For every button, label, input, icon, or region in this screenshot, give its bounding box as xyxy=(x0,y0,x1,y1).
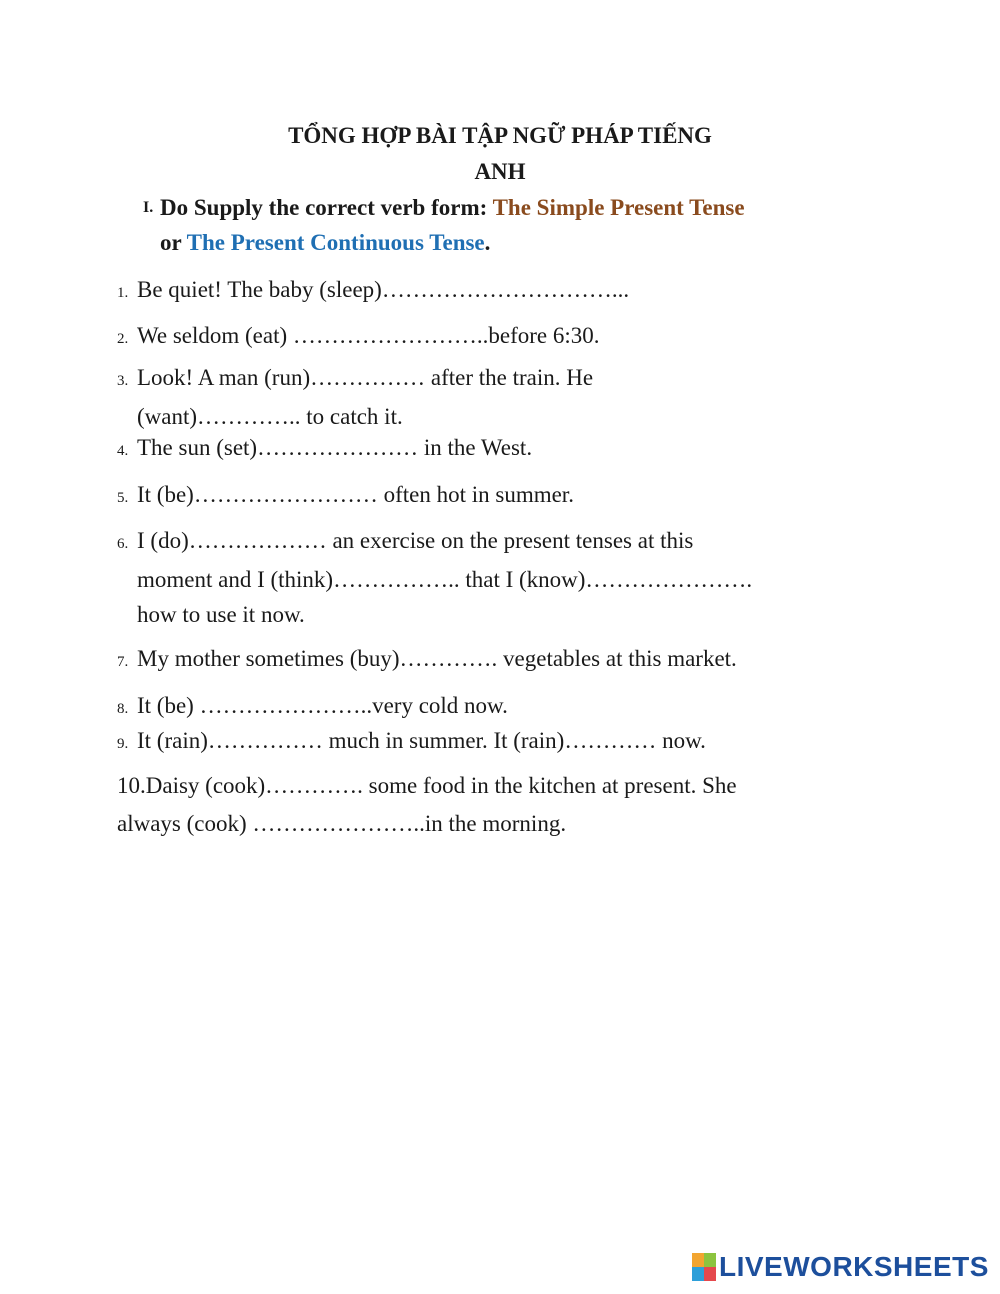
question-text: Look! A man (run)…………… after the train. He xyxy=(137,365,594,390)
question-number: 2. xyxy=(117,331,129,347)
question-number: 10. xyxy=(117,773,146,798)
tense-simple-present: The Simple Present Tense xyxy=(492,195,745,220)
instruction-period: . xyxy=(484,230,491,255)
question-text: The sun (set)………………… in the West. xyxy=(137,435,533,460)
question-number: 4. xyxy=(117,443,129,459)
liveworksheets-logo-icon xyxy=(692,1253,716,1281)
question-2 xyxy=(117,318,897,357)
question-8 xyxy=(117,688,897,727)
logo-text: LIVEWORKSHEETS xyxy=(719,1251,989,1282)
question-number: 6. xyxy=(117,536,129,552)
question-1 xyxy=(117,272,897,311)
tense-present-continuous: The Present Continuous Tense xyxy=(186,230,485,255)
question-7 xyxy=(117,641,897,680)
question-number: 1. xyxy=(117,285,129,301)
question-text: My mother sometimes (buy)…………. vegetables at this market. xyxy=(137,646,737,671)
section-number: I. xyxy=(143,199,154,216)
question-number: 9. xyxy=(117,736,129,752)
instruction-or: or xyxy=(160,230,187,255)
question-text: We seldom (eat) ……………………..before 6:30. xyxy=(137,323,600,348)
worksheet-title-line1: TỔNG HỢP BÀI TẬP NGỮ PHÁP TIẾNG xyxy=(288,123,712,148)
question-number: 7. xyxy=(117,654,129,670)
question-9 xyxy=(117,723,897,762)
question-number: 3. xyxy=(117,373,129,389)
instruction-prefix: Do Supply the correct verb form: xyxy=(160,195,493,220)
question-text-continued: (want)………….. to catch it. xyxy=(137,404,403,429)
question-number: 8. xyxy=(117,701,129,717)
question-text: I (do)……………… an exercise on the present tenses at this xyxy=(137,528,694,553)
question-text-continued: moment and I (think)…………….. that I (know)…………………. xyxy=(137,567,753,592)
question-5 xyxy=(117,477,897,516)
question-text: It (rain)…………… much in summer. It (rain)………… now. xyxy=(137,728,706,753)
question-3 xyxy=(117,360,897,434)
question-text-continued: how to use it now. xyxy=(137,602,305,627)
question-6 xyxy=(117,523,897,632)
section-instruction xyxy=(143,190,883,260)
question-4 xyxy=(117,430,897,469)
question-10 xyxy=(117,767,897,843)
worksheet-title-line2: ANH xyxy=(474,159,526,184)
question-number: 5. xyxy=(117,490,129,506)
question-text-continued: always (cook) …………………..in the morning. xyxy=(117,811,567,836)
question-text: Daisy (cook)…………. some food in the kitchen at present. She xyxy=(145,773,737,798)
liveworksheets-logo[interactable] xyxy=(692,1250,989,1284)
question-text: Be quiet! The baby (sleep)…………………………... xyxy=(137,277,630,302)
question-text: It (be)…………………… often hot in summer. xyxy=(137,482,574,507)
question-text: It (be) …………………..very cold now. xyxy=(137,693,508,718)
